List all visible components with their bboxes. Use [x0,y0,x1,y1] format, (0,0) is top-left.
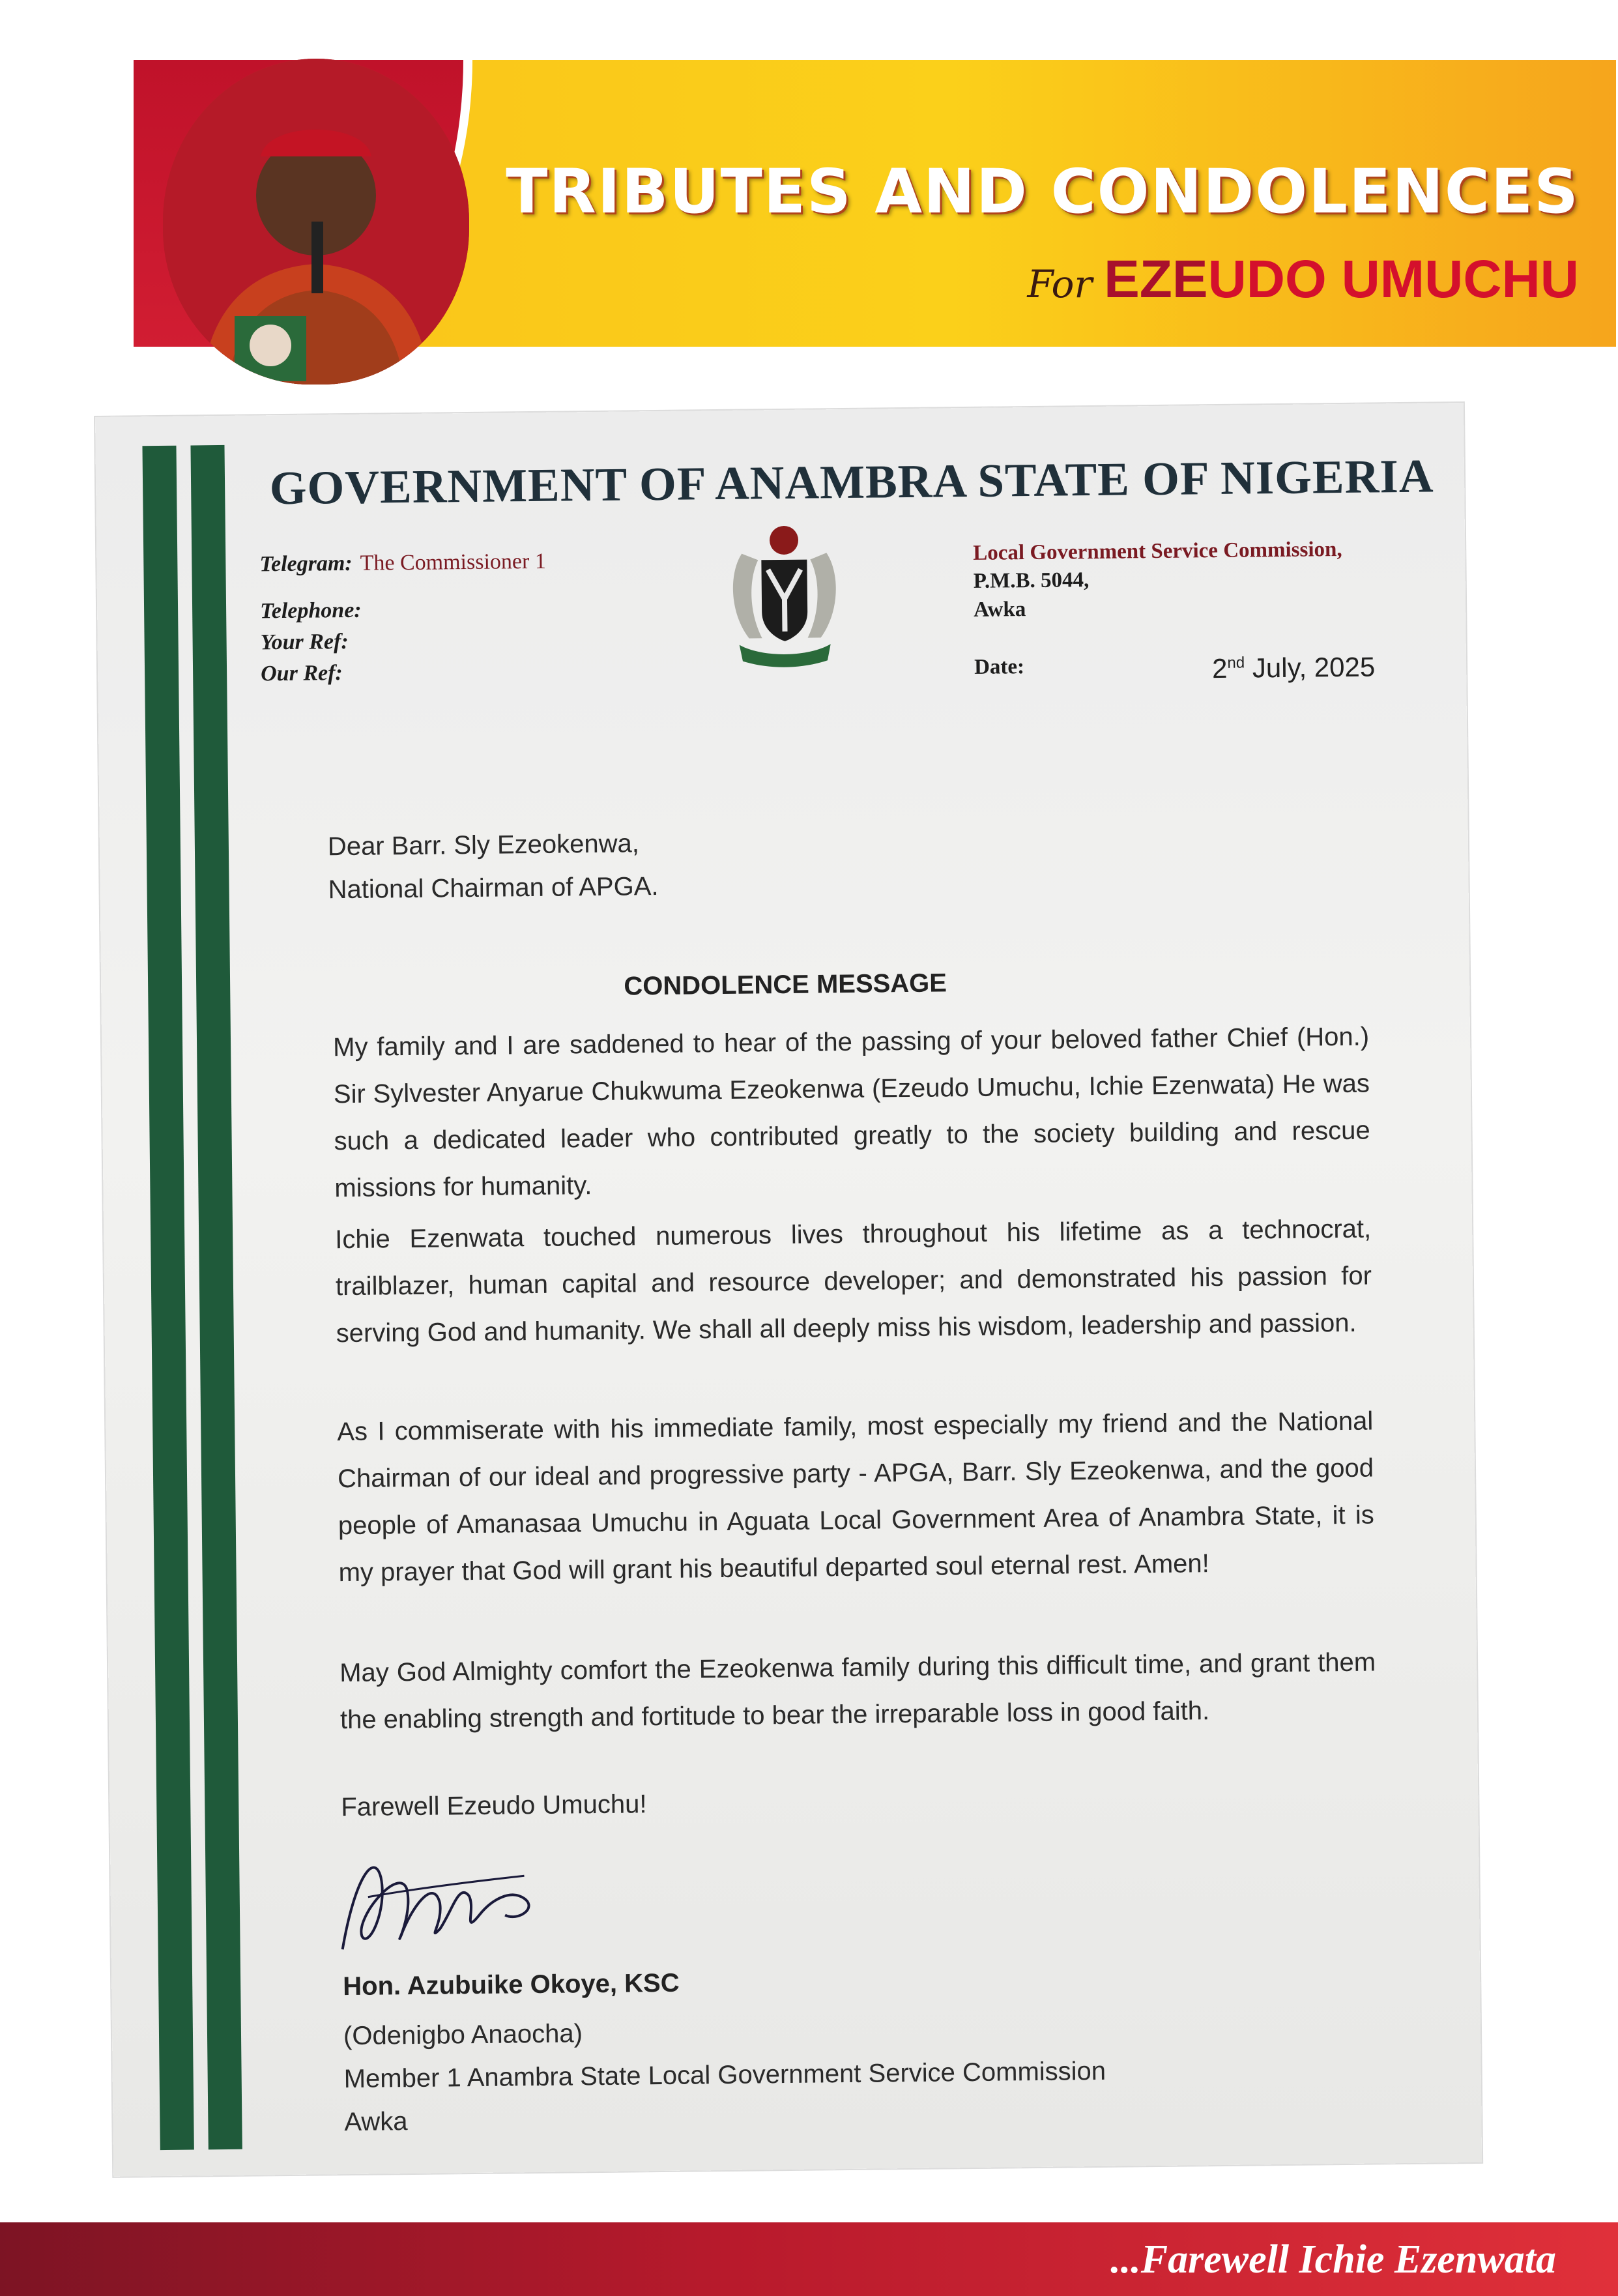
address-line1: Local Government Service Commission, [973,537,1342,565]
coat-of-arms-icon [702,514,867,672]
banner-title: TRIBUTES AND CONDOLENCES [506,156,1580,227]
green-stripe-right [190,445,242,2149]
signer-title: (Odenigbo Anaocha) [343,2019,583,2051]
banner-name-part3: UMUCHU [1341,250,1579,309]
banner-name-part1: EZE [1104,250,1208,309]
date-day: 2 [1211,652,1228,684]
footer-text: ...Farewell Ichie Ezenwata [1110,2237,1556,2282]
green-stripe-left [142,446,194,2150]
government-title: GOVERNMENT OF ANAMBRA STATE OF NIGERIA [269,449,1434,515]
banner-for-word: For [1027,262,1093,306]
portrait-photo [163,59,469,385]
banner-name-part2: UDO [1207,250,1327,309]
our-ref-label: Our Ref: [260,661,343,686]
signer-position: Member 1 Anambra State Local Government Service Commission [343,2056,1106,2094]
address-line2: P.M.B. 5044, [973,568,1090,593]
date-value [1212,651,1376,684]
paragraph-2: Ichie Ezenwata touched numerous lives throughout his lifetime as a technocrat, trailblazer, human capital and resource developer; and demonstrated his passion for serving God and humanity. We shall all deeply miss his wisdom, leadership and passion. [335,1214,1372,1348]
condolence-heading: CONDOLENCE MESSAGE [624,968,947,1001]
address-line3: Awka [973,598,1026,622]
signer-name: Hon. Azubuike Okoye, KSC [343,1968,680,2001]
farewell-line: Farewell Ezeudo Umuchu! [341,1790,647,1822]
letter-photo [95,403,1482,2177]
telegram-line [259,549,546,577]
paragraph-1: My family and I are saddened to hear of the passing of your beloved father Chief (Hon.) Sir Sylvester Anyarue Chukwuma Ezeokenwa (Ezeudo Umuchu, Ichie Ezenwata) He was such a dedicated leader who contributed greatly to the society building and rescue missions for humanity. [332,1022,1370,1203]
date-suffix: nd [1227,654,1245,672]
footer-bar [0,2222,1618,2296]
telegram-label: Telegram: [259,551,353,577]
signature-icon [328,1837,564,1969]
signer-location: Awka [344,2107,408,2137]
telegram-value: The Commissioner 1 [360,549,547,575]
salutation-line2: National Chairman of APGA. [328,871,659,905]
signer-details [343,2007,1106,2143]
paragraph-4: May God Almighty comfort the Ezeokenwa family during this difficult time, and grant them the enabling strength and fortitude to bear the irreparable loss in good faith. [339,1648,1376,1735]
paragraph-3: As I commiserate with his immediate family, most especially my friend and the National Chairman of our ideal and progressive party - APGA, Barr. Sly Ezeokenwa, and the good people of Amanasaa Umuchu in Aguata Local Government Area of Anambra State, it is my prayer that God will grant his beautiful departed soul eternal rest. Amen! [337,1406,1374,1588]
date-label: Date: [974,655,1025,679]
your-ref-label: Your Ref: [260,629,349,655]
salutation [328,822,659,911]
salutation-line1: Dear Barr. Sly Ezeokenwa, [327,829,640,862]
banner-subtitle [1027,249,1579,310]
telephone-label: Telephone: [259,598,362,624]
date-rest: July, 2025 [1244,651,1376,684]
